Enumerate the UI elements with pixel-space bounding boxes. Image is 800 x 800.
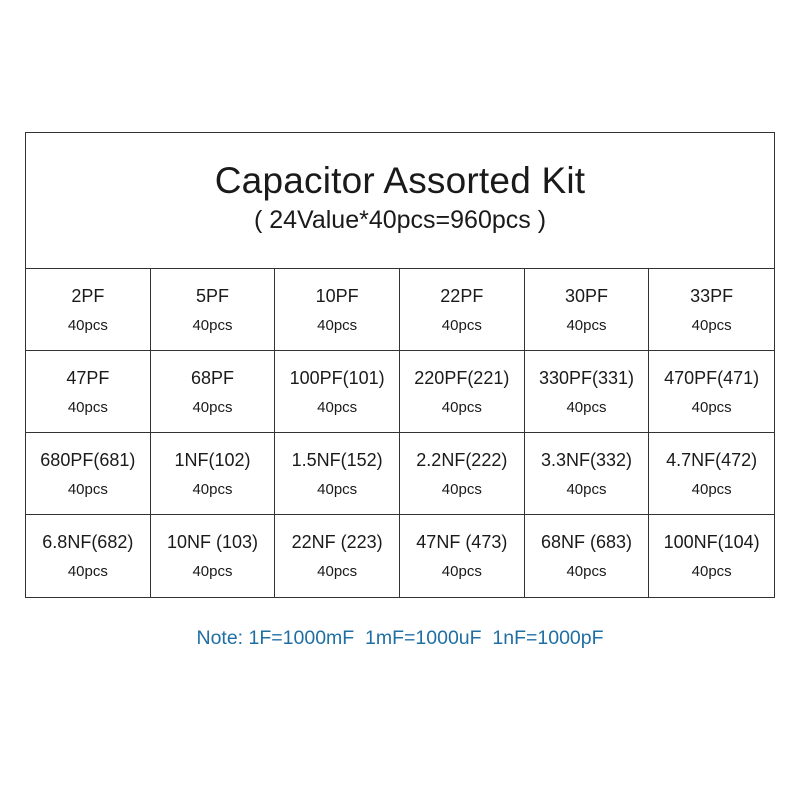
capacitor-quantity: 40pcs: [192, 563, 233, 580]
capacitor-value: 4.7NF(472): [666, 449, 758, 470]
kit-title: Capacitor Assorted Kit: [214, 160, 586, 201]
capacitor-value: 2.2NF(222): [416, 449, 508, 470]
capacitor-cell: [275, 515, 400, 597]
capacitor-quantity: 40pcs: [441, 563, 482, 580]
capacitor-cell: [649, 515, 774, 597]
capacitor-quantity: 40pcs: [67, 398, 108, 416]
capacitor-cell: [525, 433, 650, 515]
capacitor-quantity: 40pcs: [317, 480, 358, 498]
capacitor-value: 680PF(681): [40, 449, 136, 470]
capacitor-value: 30PF: [564, 285, 608, 306]
kit-subtitle: ( 24Value*40pcs=960pcs ): [253, 206, 547, 234]
capacitor-cell: [275, 269, 400, 351]
capacitor-cell: [400, 515, 525, 597]
capacitor-value: 68NF (683): [540, 532, 633, 552]
capacitor-value: 33PF: [690, 285, 734, 306]
capacitor-quantity: 40pcs: [566, 316, 607, 334]
capacitor-cell: [151, 351, 276, 433]
capacitor-value: 1NF(102): [174, 449, 251, 470]
kit-header: [26, 133, 774, 269]
capacitor-cell: [649, 433, 774, 515]
capacitor-quantity: 40pcs: [441, 398, 482, 416]
capacitor-value: 10NF (103): [166, 532, 259, 552]
capacitor-cell: [649, 351, 774, 433]
capacitor-cell: [26, 269, 151, 351]
capacitor-quantity: 40pcs: [691, 316, 732, 334]
capacitor-cell: [400, 351, 525, 433]
capacitor-value: 2PF: [71, 285, 105, 306]
capacitor-value: 47NF (473): [416, 532, 508, 552]
capacitor-value: 47PF: [66, 367, 110, 388]
capacitor-quantity: 40pcs: [691, 480, 732, 498]
capacitor-value: 68PF: [190, 367, 234, 388]
capacitor-cell: [525, 351, 650, 433]
capacitor-quantity: 40pcs: [317, 563, 358, 580]
capacitor-quantity: 40pcs: [566, 398, 607, 416]
capacitor-quantity: 40pcs: [566, 563, 607, 580]
capacitor-cell: [649, 269, 774, 351]
capacitor-value: 1.5NF(152): [291, 449, 383, 470]
capacitor-cell: [26, 433, 151, 515]
capacitor-quantity: 40pcs: [691, 398, 732, 416]
capacitor-value: 5PF: [195, 285, 229, 306]
capacitor-kit-table: [25, 132, 775, 598]
capacitor-value: 22PF: [440, 285, 484, 306]
capacitor-cell: [400, 269, 525, 351]
capacitor-quantity: 40pcs: [67, 563, 108, 580]
capacitor-value: 100PF(101): [289, 367, 385, 388]
capacitor-quantity: 40pcs: [192, 480, 233, 498]
capacitor-cell: [151, 515, 276, 597]
capacitor-cell: [26, 351, 151, 433]
capacitor-value: 470PF(471): [664, 367, 760, 388]
capacitor-cell: [525, 269, 650, 351]
capacitor-quantity: 40pcs: [441, 316, 482, 334]
capacitor-quantity: 40pcs: [192, 316, 233, 334]
capacitor-value: 330PF(331): [538, 367, 635, 388]
capacitor-cell: [275, 351, 400, 433]
capacitor-value: 6.8NF(682): [42, 532, 134, 552]
capacitor-value: 220PF(221): [414, 367, 510, 388]
capacitor-cell: [151, 269, 276, 351]
capacitor-quantity: 40pcs: [67, 316, 108, 334]
capacitor-quantity: 40pcs: [691, 563, 732, 580]
capacitor-value: 22NF (223): [291, 532, 383, 552]
capacitor-quantity: 40pcs: [192, 398, 233, 416]
capacitor-value: 10PF: [315, 285, 359, 306]
capacitor-cell: [400, 433, 525, 515]
capacitor-value: 100NF(104): [663, 532, 760, 552]
capacitor-quantity: 40pcs: [317, 398, 358, 416]
capacitor-cell: [275, 433, 400, 515]
capacitor-value: 3.3NF(332): [540, 449, 633, 470]
capacitor-quantity: 40pcs: [317, 316, 358, 334]
capacitor-quantity: 40pcs: [441, 480, 482, 498]
capacitor-cell: [525, 515, 650, 597]
capacitor-values-grid: [26, 269, 774, 597]
capacitor-cell: [26, 515, 151, 597]
capacitor-cell: [151, 433, 276, 515]
unit-conversion-note: Note: 1F=1000mF 1mF=1000uF 1nF=1000pF: [196, 627, 604, 649]
capacitor-quantity: 40pcs: [67, 480, 108, 498]
capacitor-quantity: 40pcs: [566, 480, 607, 498]
